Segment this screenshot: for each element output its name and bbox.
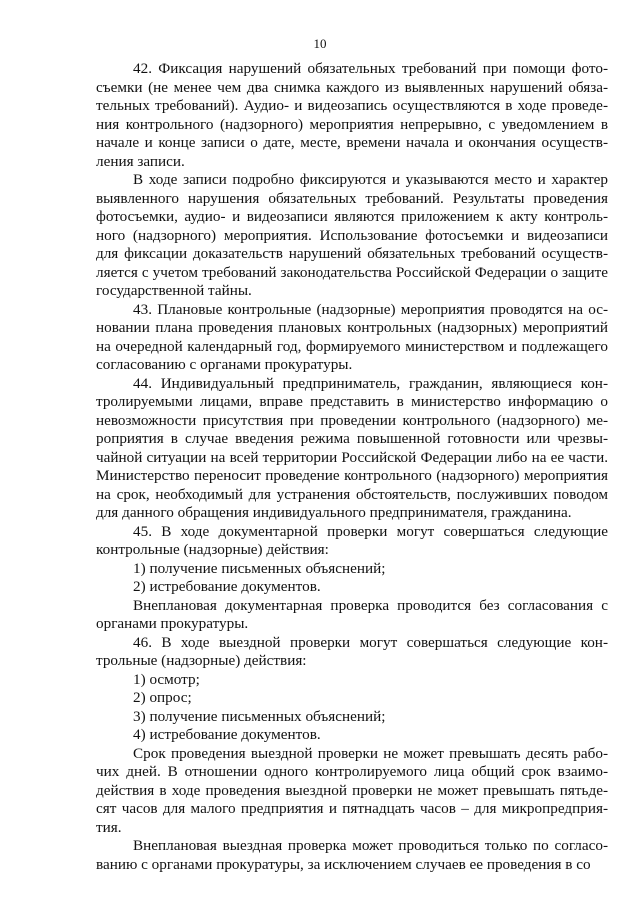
paragraph-42: 42. Фиксация нарушений обязательных требований при помощи фотосъемки (не менее чем два снимка каждого из выявленных нарушений обязательных требований). Аудио- и видеозапись осуществляются в ходе проведения контрольного (надзорного) мероприятия непрерывно, с уведомлением в начале и конце записи о дате, месте, времени начала и окончания осуществления записи. <box>96 60 608 170</box>
paragraph-46-unscheduled-onsite: Внеплановая выездная проверка может проводиться только по согласованию с органами прокуратуры, за исключением случаев ее проведения в со <box>96 837 608 873</box>
list-item: 2) истребование документов. <box>133 578 321 595</box>
paragraph-46: 46. В ходе выездной проверки могут совершаться следующие контрольные (надзорные) действия: <box>96 633 608 669</box>
paragraph-45: 45. В ходе документарной проверки могут совершаться следующие контрольные (надзорные) действия: <box>96 522 608 558</box>
page-number: 10 <box>313 36 327 51</box>
list-item: 1) осмотр; <box>133 670 200 688</box>
list-item: 1) получение письменных объяснений; <box>133 559 386 577</box>
paragraph-44: 44. Индивидуальный предприниматель, гражданин, являющиеся контролируемыми лицами, вправе представить в министерство информацию о невозможности присутствия при проведении контрольного (надзорного) мероприятия в случае введения режима повышенной готовности или чрезвычайной ситуации на всей территории Российской Федерации либо на ее части. Министерство переносит проведение контрольного (надзорного) мероприятия на срок, необходимый для устранения обстоятельств, послуживших поводом для данного обращения индивидуального предпринимателя, гражданина. <box>96 374 608 521</box>
paragraph-42-recording-details: В ходе записи подробно фиксируются и указываются место и характер выявленного нарушения обязательных требований. Результаты проведения фотосъемки, аудио- и видеозаписи являются приложением к акту контрольного (надзорного) мероприятия. Использование фотосъемки и видеозаписи для фиксации доказательств нарушений обязательных требований осуществляется с учетом требований законодательства Российской Федерации о защите государственной тайны. <box>96 171 608 299</box>
list-item: 3) получение письменных объяснений; <box>133 707 386 725</box>
document-body <box>96 60 608 874</box>
paragraph-45-unscheduled-check: Внеплановая документарная проверка проводится без согласования с органами прокуратуры. <box>96 596 608 632</box>
list-item: 4) истребование документов. <box>133 726 321 743</box>
paragraph-43: 43. Плановые контрольные (надзорные) мероприятия проводятся на основании плана проведения плановых контрольных (надзорных) мероприятий на очередной календарный год, формируемого министерством и подлежащего согласованию с органами прокуратуры. <box>96 300 608 373</box>
list-item: 2) опрос; <box>133 689 192 706</box>
paragraph-46-duration: Срок проведения выездной проверки не может превышать десять рабочих дней. В отношении одного контролируемого лица общий срок взаимодействия в ходе проведения выездной проверки не может превышать пятьдесят часов для малого предприятия и пятнадцать часов – для микропредприятия. <box>96 744 608 836</box>
